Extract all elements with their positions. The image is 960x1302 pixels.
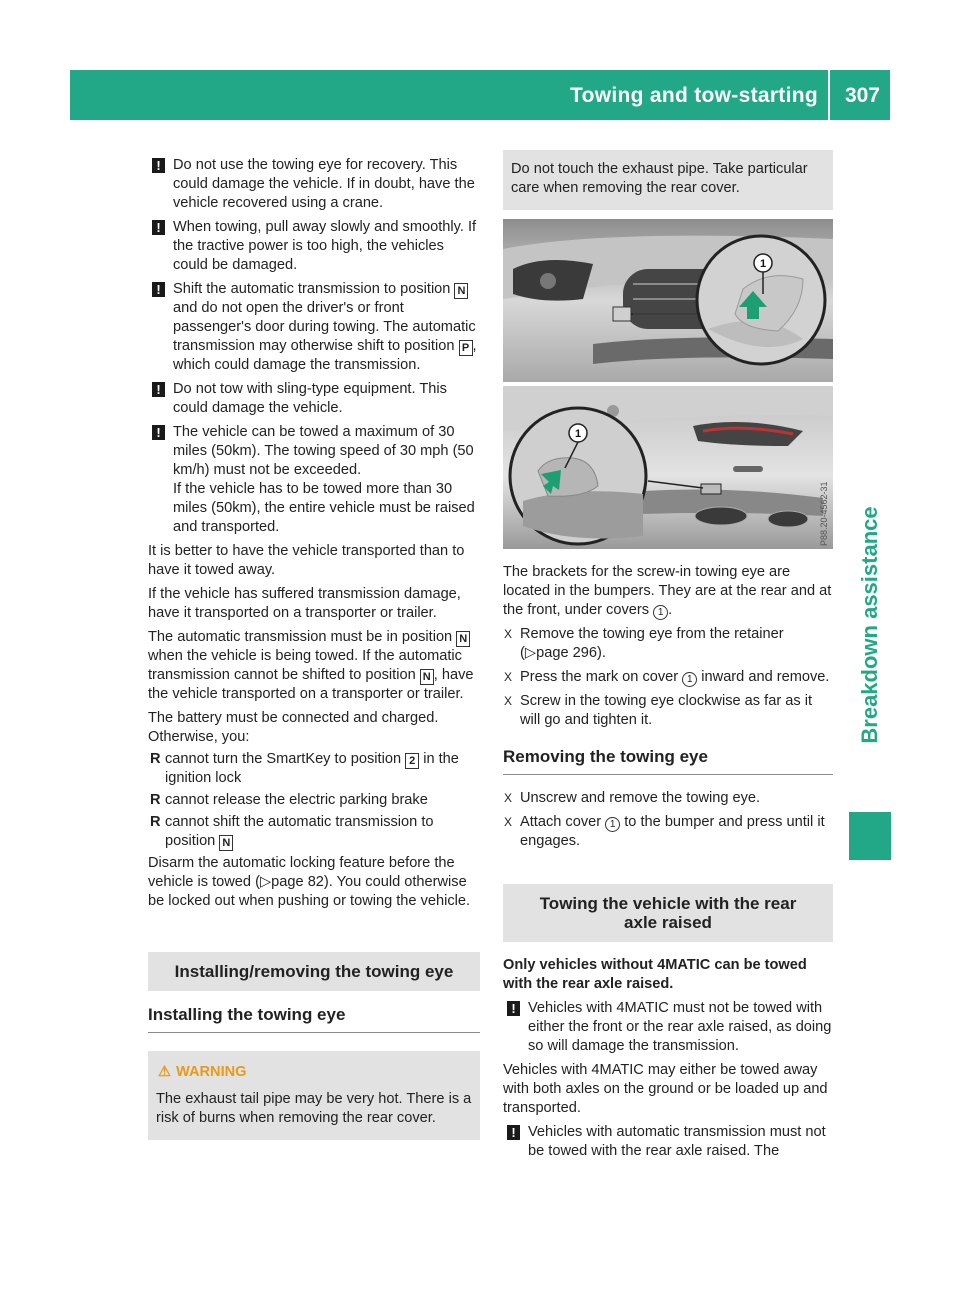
warning-title: ⚠ WARNING [158, 1064, 247, 1080]
warning-box [148, 1051, 480, 1140]
chapter-title: Towing and tow-starting [570, 84, 818, 107]
warning-triangle-icon: ⚠ [158, 1064, 172, 1080]
exclamation-icon: ! [507, 1125, 520, 1140]
callout-1-icon: 1 [653, 605, 668, 620]
position-n-symbol: N [456, 631, 470, 647]
rear-bumper-image [503, 386, 833, 549]
warning-text: The exhaust tail pipe may be very hot. There is a risk of burns when removing the rear cover. [156, 1091, 472, 1126]
step-item: X Unscrew and remove the towing eye. [504, 790, 761, 806]
exclamation-icon: ! [152, 282, 165, 297]
page-ref-link[interactable]: page 82). You could otherwise be locked out when pushing or towing the vehicle. [148, 874, 471, 909]
callout-1: 1 [574, 428, 582, 440]
list-item: R cannot turn the SmartKey to position 2 in the ignition lock [150, 751, 459, 786]
image-code: P88.20-4562-31 [819, 481, 829, 546]
exclamation-icon: ! [152, 220, 165, 235]
paragraph: Disarm the automatic locking feature before the vehicle is towed (▷page 82). You could otherwise be locked out when pushing or towing the vehicle. [148, 855, 471, 909]
exclamation-icon: ! [152, 158, 165, 173]
subsection-title: Removing the towing eye [503, 747, 833, 775]
note-5-cont: If the vehicle has to be towed more than 30 miles (50km), the entire vehicle must be raised and transported. [173, 481, 475, 535]
note-7: ! Vehicles with automatic transmission must not be towed with the rear axle raised. The [503, 1123, 833, 1161]
note-6: ! Vehicles with 4MATIC must not be towed with either the front or the rear axle raised, as doing so will damage the transmission. [503, 999, 833, 1056]
step-item: X Screw in the towing eye clockwise as far as it will go and tighten it. [504, 693, 812, 728]
step-item: X Attach cover 1 to the bumper and press until it engages. [504, 814, 825, 849]
position-n-symbol: N [420, 669, 434, 685]
paragraph: The brackets for the screw-in towing eye are located in the bumpers. They are at the rear and at the front, under covers 1 . [503, 564, 832, 618]
exclamation-icon: ! [507, 1001, 520, 1016]
note-2: ! When towing, pull away slowly and smoothly. If the tractive power is too high, the vehicles could be damaged. [148, 218, 480, 275]
section-title: Towing the vehicle with the rear axle raised [503, 884, 833, 942]
subsection-title: Installing the towing eye [148, 1005, 480, 1033]
paragraph: The battery must be connected and charged. Otherwise, you: [148, 710, 439, 745]
page-ref-icon: ▷ [259, 874, 272, 890]
side-tab [849, 506, 891, 744]
step-item: X Press the mark on cover 1 inward and remove. [504, 669, 830, 685]
step-item: X Remove the towing eye from the retainer (▷page 296). [504, 626, 784, 661]
exclamation-icon: ! [152, 382, 165, 397]
side-tab-label: Breakdown assistance [857, 506, 882, 744]
callout-1-icon: 1 [682, 672, 697, 687]
position-p-symbol: P [459, 340, 473, 356]
bold-paragraph: Only vehicles without 4MATIC can be towed with the rear axle raised. [503, 957, 807, 992]
paragraph: If the vehicle has suffered transmission damage, have it transported on a transporter or trailer. [148, 586, 461, 621]
position-2-symbol: 2 [405, 753, 419, 769]
bullet-icon: R [150, 792, 161, 808]
right-column [503, 150, 833, 224]
side-marker [849, 812, 891, 860]
bullet-icon: R [150, 814, 161, 830]
step-arrow-icon: X [504, 791, 513, 805]
callout-1-icon: 1 [605, 817, 620, 832]
paragraph: The automatic transmission must be in position N when the vehicle is being towed. If the automatic transmission cannot be shifted to position N , have the vehicle transported on a transporter or trailer. [148, 629, 474, 702]
page-ref-link[interactable]: page 296). [536, 645, 606, 661]
callout-1: 1 [759, 258, 767, 270]
step-arrow-icon: X [504, 815, 513, 829]
page-ref-icon: ▷ [524, 645, 537, 661]
note-4: ! Do not tow with sling-type equipment. This could damage the vehicle. [148, 380, 480, 418]
note-1: ! Do not use the towing eye for recovery. This could damage the vehicle. If in doubt, have the vehicle recovered using a crane. [148, 156, 480, 213]
step-arrow-icon: X [504, 694, 513, 708]
position-n-symbol: N [219, 835, 233, 851]
note-3: ! Shift the automatic transmission to position N and do not open the driver's or front passenger's door during towing. The automatic transmission may otherwise shift to position P , which could damage the transmission. [148, 280, 480, 375]
front-bumper-image [503, 219, 833, 382]
list-item: R cannot release the electric parking brake [150, 792, 428, 808]
paragraph: It is better to have the vehicle transported than to have it towed away. [148, 543, 465, 578]
page-header [70, 70, 890, 120]
step-arrow-icon: X [504, 670, 513, 684]
page-number: 307 [844, 84, 880, 107]
section-title: Installing/removing the towing eye [148, 952, 480, 991]
header-separator [828, 70, 830, 120]
left-column [148, 156, 480, 1154]
note-5: ! The vehicle can be towed a maximum of 30 miles (50km). The towing speed of 30 mph (50 km/h) must not be exceeded. [148, 423, 480, 480]
right-column-text [503, 563, 833, 1166]
list-item: R cannot shift the automatic transmission to position N [150, 814, 434, 849]
warning-box-continued: Do not touch the exhaust pipe. Take particular care when removing the rear cover. [503, 150, 833, 210]
bullet-icon: R [150, 751, 161, 767]
position-n-symbol: N [454, 283, 468, 299]
step-arrow-icon: X [504, 627, 513, 641]
exclamation-icon: ! [152, 425, 165, 440]
paragraph: Vehicles with 4MATIC may either be towed away with both axles on the ground or be loaded up and transported. [503, 1062, 828, 1116]
